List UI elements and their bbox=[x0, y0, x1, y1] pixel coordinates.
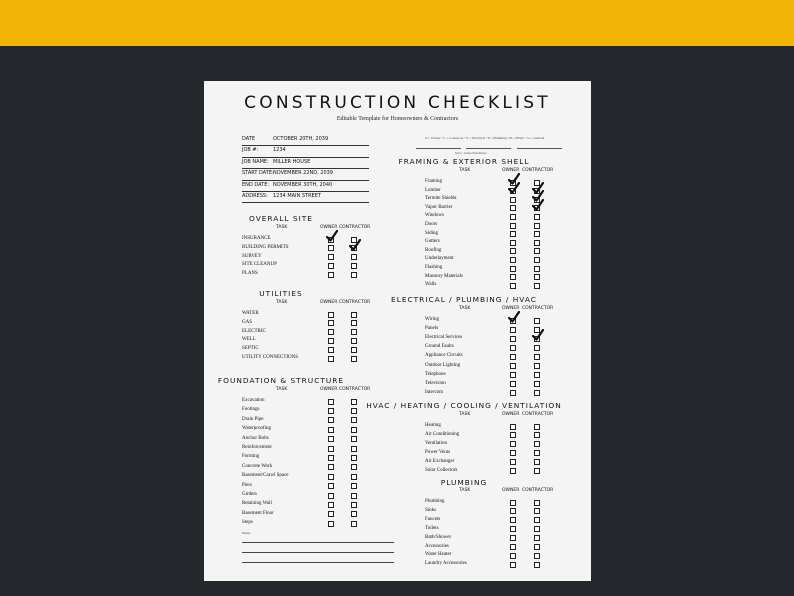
checkmark-icon bbox=[508, 182, 520, 194]
task-label: Masonry Materials bbox=[425, 273, 463, 279]
info-row bbox=[242, 169, 369, 180]
owner-checkbox[interactable] bbox=[510, 274, 516, 280]
column-header-task: TASK bbox=[459, 168, 471, 173]
owner-checkbox[interactable] bbox=[510, 500, 516, 506]
checklist-row bbox=[425, 431, 544, 440]
contractor-checkbox[interactable] bbox=[351, 427, 357, 433]
checkmark-icon bbox=[532, 199, 544, 211]
info-row bbox=[242, 146, 369, 157]
owner-checkbox[interactable] bbox=[510, 450, 516, 456]
task-label: Lumber bbox=[425, 187, 441, 193]
column-header-contractor: CONTRACTOR bbox=[339, 300, 371, 305]
owner-checkbox[interactable] bbox=[510, 336, 516, 342]
checklist-row bbox=[242, 319, 361, 328]
column-header-contractor: CONTRACTOR bbox=[522, 412, 554, 417]
contractor-checkbox[interactable] bbox=[534, 535, 540, 541]
contractor-checkbox[interactable] bbox=[351, 254, 357, 260]
task-label: Gutters bbox=[425, 239, 440, 245]
checklist-row bbox=[242, 500, 361, 509]
owner-checkbox[interactable] bbox=[328, 347, 334, 353]
task-label: WATER bbox=[242, 311, 259, 316]
contractor-checkbox[interactable] bbox=[534, 283, 540, 289]
contractor-checkbox[interactable] bbox=[534, 381, 540, 387]
checklist-row bbox=[425, 543, 544, 552]
checklist-row bbox=[425, 560, 544, 569]
contractor-checkbox[interactable] bbox=[351, 464, 357, 470]
task-label: INSURANCE bbox=[242, 236, 271, 241]
task-label: Termite Shields bbox=[425, 196, 457, 202]
owner-checkbox[interactable] bbox=[328, 356, 334, 362]
column-header-contractor: CONTRACTOR bbox=[522, 306, 554, 311]
note-line[interactable] bbox=[242, 552, 394, 553]
checklist-row bbox=[242, 328, 361, 337]
checklist-row bbox=[425, 352, 544, 361]
owner-checkbox[interactable] bbox=[510, 372, 516, 378]
checklist-row bbox=[425, 389, 544, 398]
owner-checkbox[interactable] bbox=[510, 197, 516, 203]
checklist-row bbox=[242, 336, 361, 345]
checklist-row bbox=[242, 482, 361, 491]
checklist-row bbox=[242, 519, 361, 528]
owner-checkbox[interactable] bbox=[328, 254, 334, 260]
owner-checkbox[interactable] bbox=[510, 283, 516, 289]
contractor-checkbox[interactable] bbox=[351, 474, 357, 480]
owner-checkbox[interactable] bbox=[510, 205, 516, 211]
contractor-checkbox[interactable] bbox=[534, 354, 540, 360]
task-label: Anchor Bolts bbox=[242, 435, 269, 441]
contractor-checkbox[interactable] bbox=[534, 526, 540, 532]
checklist-row bbox=[425, 449, 544, 458]
info-label: JOB NAME: bbox=[242, 158, 269, 165]
owner-checkbox[interactable] bbox=[328, 436, 334, 442]
checklist-row bbox=[242, 261, 361, 270]
contractor-checkbox[interactable] bbox=[351, 320, 357, 326]
checklist-row bbox=[242, 310, 361, 319]
task-label: Steps bbox=[242, 520, 253, 526]
checklist-row bbox=[242, 235, 361, 244]
checklist-row bbox=[242, 463, 361, 472]
column-header-task: TASK bbox=[459, 488, 471, 493]
owner-checkbox[interactable] bbox=[510, 240, 516, 246]
task-label: Footings bbox=[242, 407, 260, 413]
legend-note: Notes / General Information bbox=[455, 152, 487, 155]
contractor-checkbox[interactable] bbox=[351, 446, 357, 452]
owner-checkbox[interactable] bbox=[328, 502, 334, 508]
contractor-checkbox[interactable] bbox=[534, 544, 540, 550]
task-label: Telephone bbox=[425, 371, 446, 377]
column-header-owner: OWNER bbox=[502, 488, 520, 493]
task-label: Drain Pipe bbox=[242, 416, 264, 422]
owner-checkbox[interactable] bbox=[510, 354, 516, 360]
owner-checkbox[interactable] bbox=[510, 327, 516, 333]
owner-checkbox[interactable] bbox=[510, 517, 516, 523]
checklist-row bbox=[425, 507, 544, 516]
owner-checkbox[interactable] bbox=[510, 562, 516, 568]
section-title: UTILITIES bbox=[259, 289, 303, 298]
checklist-row bbox=[425, 281, 544, 290]
checklist-row bbox=[425, 534, 544, 543]
owner-checkbox[interactable] bbox=[328, 493, 334, 499]
contractor-checkbox[interactable] bbox=[534, 214, 540, 220]
task-label: Solar Collectors bbox=[425, 467, 458, 473]
owner-checkbox[interactable] bbox=[328, 399, 334, 405]
page-subtitle: Editable Template for Homeowners & Contractors bbox=[336, 116, 459, 122]
task-label: Forming bbox=[242, 454, 260, 460]
task-label: Sinks bbox=[425, 507, 437, 513]
checklist-row bbox=[425, 362, 544, 371]
contractor-checkbox[interactable] bbox=[534, 441, 540, 447]
owner-checkbox[interactable] bbox=[510, 266, 516, 272]
info-value[interactable]: MILLER HOUSE bbox=[273, 158, 311, 165]
column-header-task: TASK bbox=[276, 387, 288, 392]
checklist-row bbox=[242, 406, 361, 415]
info-label: START DATE: bbox=[242, 170, 274, 177]
contractor-checkbox[interactable] bbox=[351, 272, 357, 278]
owner-checkbox[interactable] bbox=[510, 345, 516, 351]
owner-checkbox[interactable] bbox=[510, 544, 516, 550]
checklist-row bbox=[425, 467, 544, 476]
column-header-owner: OWNER bbox=[502, 168, 520, 173]
checklist-row bbox=[425, 371, 544, 380]
contractor-checkbox[interactable] bbox=[534, 424, 540, 430]
contractor-checkbox[interactable] bbox=[534, 248, 540, 254]
info-label: ADDRESS: bbox=[242, 192, 268, 199]
note-line[interactable] bbox=[242, 542, 394, 543]
owner-checkbox[interactable] bbox=[328, 408, 334, 414]
checklist-row bbox=[242, 491, 361, 500]
checkmark-icon bbox=[532, 329, 544, 341]
task-label: Ground Faults bbox=[425, 344, 454, 350]
owner-checkbox[interactable] bbox=[328, 455, 334, 461]
task-label: UTILITY CONNECTIONS bbox=[242, 355, 299, 360]
task-label: Basement/Crawl Space bbox=[242, 473, 289, 479]
task-label: ELECTRIC bbox=[242, 328, 266, 334]
task-label: WELL bbox=[242, 337, 256, 343]
checklist-row bbox=[425, 525, 544, 534]
contractor-checkbox[interactable] bbox=[534, 257, 540, 263]
checkmark-icon bbox=[349, 239, 361, 251]
contractor-checkbox[interactable] bbox=[351, 502, 357, 508]
owner-checkbox[interactable] bbox=[328, 320, 334, 326]
owner-checkbox[interactable] bbox=[328, 272, 334, 278]
column-header-owner: OWNER bbox=[320, 300, 338, 305]
contractor-checkbox[interactable] bbox=[534, 459, 540, 465]
contractor-checkbox[interactable] bbox=[534, 553, 540, 559]
task-label: SEPTIC bbox=[242, 346, 259, 352]
owner-checkbox[interactable] bbox=[510, 214, 516, 220]
info-label: DATE bbox=[242, 136, 256, 142]
contractor-checkbox[interactable] bbox=[534, 390, 540, 396]
contractor-checkbox[interactable] bbox=[534, 363, 540, 369]
info-row bbox=[242, 158, 369, 169]
column-header-owner: OWNER bbox=[502, 306, 520, 311]
owner-checkbox[interactable] bbox=[328, 511, 334, 517]
checklist-row bbox=[242, 453, 361, 462]
checkmark-icon bbox=[326, 230, 338, 242]
contractor-checkbox[interactable] bbox=[534, 266, 540, 272]
task-label: Walls bbox=[425, 282, 437, 288]
section-title: HVAC / HEATING / COOLING / VENTILATION bbox=[366, 401, 562, 410]
task-label: Waterproofing bbox=[242, 426, 272, 432]
column-header-owner: OWNER bbox=[320, 225, 338, 230]
task-label: Outdoor Lighting bbox=[425, 362, 461, 368]
contractor-checkbox[interactable] bbox=[534, 450, 540, 456]
task-label: Wiring bbox=[425, 317, 439, 322]
owner-checkbox[interactable] bbox=[510, 363, 516, 369]
owner-checkbox[interactable] bbox=[328, 417, 334, 423]
task-label: Plumbing bbox=[425, 499, 445, 504]
column-header-task: TASK bbox=[459, 306, 471, 311]
task-label: Bath/Shower bbox=[425, 534, 452, 540]
task-label: Siding bbox=[425, 230, 439, 236]
checklist-row bbox=[242, 345, 361, 354]
info-value[interactable]: 1234 bbox=[273, 147, 286, 154]
owner-checkbox[interactable] bbox=[510, 257, 516, 263]
checklist-row bbox=[425, 498, 544, 507]
task-label: Toilets bbox=[425, 525, 439, 531]
owner-checkbox[interactable] bbox=[328, 245, 334, 251]
owner-checkbox[interactable] bbox=[328, 464, 334, 470]
task-label: SURVEY bbox=[242, 253, 262, 259]
owner-checkbox[interactable] bbox=[510, 248, 516, 254]
contractor-checkbox[interactable] bbox=[534, 318, 540, 324]
info-label: JOB #: bbox=[242, 147, 259, 154]
checklist-row bbox=[242, 270, 361, 279]
task-label: Heating bbox=[425, 423, 441, 428]
column-header-contractor: CONTRACTOR bbox=[522, 488, 554, 493]
contractor-checkbox[interactable] bbox=[534, 508, 540, 514]
checklist-row bbox=[425, 551, 544, 560]
task-label: Air Exchanger bbox=[425, 458, 455, 464]
task-label: Appliance Circuits bbox=[425, 353, 463, 359]
contractor-checkbox[interactable] bbox=[534, 562, 540, 568]
task-label: Concrete Work bbox=[242, 463, 273, 469]
task-label: Air Conditioning bbox=[425, 431, 460, 437]
top-banner bbox=[0, 0, 794, 46]
task-label: Girders bbox=[242, 492, 257, 497]
task-label: Windows bbox=[425, 213, 444, 219]
task-label: Accessories bbox=[425, 543, 449, 549]
task-label: Excavation bbox=[242, 398, 265, 403]
owner-checkbox[interactable] bbox=[510, 459, 516, 465]
contractor-checkbox[interactable] bbox=[351, 417, 357, 423]
contractor-checkbox[interactable] bbox=[351, 329, 357, 335]
checklist-row bbox=[425, 516, 544, 525]
owner-checkbox[interactable] bbox=[510, 381, 516, 387]
task-label: Framing bbox=[425, 179, 442, 184]
column-header-task: TASK bbox=[276, 300, 288, 305]
task-label: Flashing bbox=[425, 265, 443, 270]
contractor-checkbox[interactable] bbox=[534, 432, 540, 438]
info-label: END DATE: bbox=[242, 181, 270, 188]
owner-checkbox[interactable] bbox=[328, 312, 334, 318]
column-header-owner: OWNER bbox=[320, 387, 338, 392]
task-label: Underlayment bbox=[425, 256, 454, 262]
task-label: Laundry Accessories bbox=[425, 561, 467, 567]
checklist-row bbox=[242, 244, 361, 253]
contractor-checkbox[interactable] bbox=[534, 231, 540, 237]
column-header-task: TASK bbox=[276, 225, 288, 230]
checklist-row bbox=[242, 354, 361, 363]
owner-checkbox[interactable] bbox=[510, 508, 516, 514]
column-header-contractor: CONTRACTOR bbox=[522, 168, 554, 173]
owner-checkbox[interactable] bbox=[510, 553, 516, 559]
checklist-row bbox=[425, 380, 544, 389]
checklist-row bbox=[242, 253, 361, 262]
owner-checkbox[interactable] bbox=[510, 468, 516, 474]
task-label: Vapor Barrier bbox=[425, 204, 453, 210]
contractor-checkbox[interactable] bbox=[534, 500, 540, 506]
contractor-checkbox[interactable] bbox=[534, 240, 540, 246]
owner-checkbox[interactable] bbox=[328, 329, 334, 335]
owner-checkbox[interactable] bbox=[328, 521, 334, 527]
task-label: Intercom bbox=[425, 389, 444, 395]
checklist-row bbox=[425, 458, 544, 467]
task-label: BUILDING PERMITS bbox=[242, 244, 289, 250]
checklist-row bbox=[242, 472, 361, 481]
job-info-block bbox=[242, 135, 369, 203]
owner-checkbox[interactable] bbox=[328, 338, 334, 344]
owner-checkbox[interactable] bbox=[510, 390, 516, 396]
column-header-contractor: CONTRACTOR bbox=[339, 225, 371, 230]
owner-checkbox[interactable] bbox=[510, 526, 516, 532]
contractor-checkbox[interactable] bbox=[351, 399, 357, 405]
info-row bbox=[242, 192, 369, 203]
info-value[interactable]: NOVEMBER 30TH, 2040 bbox=[273, 181, 333, 188]
contractor-checkbox[interactable] bbox=[351, 347, 357, 353]
checklist-row bbox=[242, 444, 361, 453]
task-label: Ventilation bbox=[425, 440, 447, 446]
contractor-checkbox[interactable] bbox=[351, 511, 357, 517]
owner-checkbox[interactable] bbox=[328, 446, 334, 452]
checklist-row bbox=[425, 422, 544, 431]
info-value[interactable]: 1234 MAIN STREET bbox=[273, 192, 321, 199]
checklist-row bbox=[242, 425, 361, 434]
checklist-page bbox=[204, 81, 591, 581]
owner-checkbox[interactable] bbox=[510, 231, 516, 237]
task-label: Roofing bbox=[425, 247, 442, 253]
section-title: PLUMBING bbox=[440, 478, 488, 487]
contractor-checkbox[interactable] bbox=[351, 338, 357, 344]
contractor-checkbox[interactable] bbox=[534, 223, 540, 229]
contractor-checkbox[interactable] bbox=[534, 517, 540, 523]
info-row bbox=[242, 181, 369, 192]
contractor-checkbox[interactable] bbox=[351, 263, 357, 269]
task-label: Reinforcement bbox=[242, 445, 272, 450]
section-title: OVERALL SITE bbox=[249, 214, 313, 223]
contractor-checkbox[interactable] bbox=[351, 436, 357, 442]
checkmark-icon bbox=[508, 311, 520, 323]
task-label: GAS bbox=[242, 319, 253, 325]
contractor-checkbox[interactable] bbox=[534, 345, 540, 351]
owner-checkbox[interactable] bbox=[510, 432, 516, 438]
checklist-row bbox=[425, 316, 544, 325]
checklist-row bbox=[242, 510, 361, 519]
checklist-row bbox=[242, 416, 361, 425]
notes-label: Notes bbox=[242, 531, 251, 535]
task-label: Faucets bbox=[425, 516, 441, 522]
contractor-checkbox[interactable] bbox=[351, 455, 357, 461]
contractor-checkbox[interactable] bbox=[351, 356, 357, 362]
task-label: Television bbox=[425, 380, 446, 386]
task-label: Doors bbox=[425, 222, 438, 227]
task-label: Basement Floor bbox=[242, 510, 274, 516]
section-title: FOUNDATION & STRUCTURE bbox=[217, 376, 345, 385]
info-value[interactable]: NOVEMBER 22ND, 2039 bbox=[273, 170, 333, 177]
task-label: Piers bbox=[242, 482, 252, 488]
checklist-row bbox=[425, 334, 544, 343]
task-label: Power Vents bbox=[425, 449, 451, 455]
contractor-checkbox[interactable] bbox=[351, 408, 357, 414]
owner-checkbox[interactable] bbox=[510, 441, 516, 447]
task-label: Water Heater bbox=[425, 552, 452, 558]
owner-checkbox[interactable] bbox=[328, 263, 334, 269]
contractor-checkbox[interactable] bbox=[351, 521, 357, 527]
column-header-owner: OWNER bbox=[502, 412, 520, 417]
owner-checkbox[interactable] bbox=[328, 483, 334, 489]
contractor-checkbox[interactable] bbox=[351, 312, 357, 318]
task-label: Retaining Wall bbox=[242, 501, 272, 507]
checklist-row bbox=[242, 435, 361, 444]
task-label: Panels bbox=[425, 326, 439, 332]
task-label: SITE CLEANUP bbox=[242, 262, 277, 268]
legend-text: O = Owner • C = Contractor • E = Electrical • P = Plumbing • H = HVAC • G = General bbox=[425, 136, 545, 140]
checklist-row bbox=[425, 343, 544, 352]
owner-checkbox[interactable] bbox=[510, 223, 516, 229]
contractor-checkbox[interactable] bbox=[351, 483, 357, 489]
info-row bbox=[242, 135, 369, 146]
page-title: CONSTRUCTION CHECKLIST bbox=[244, 93, 551, 113]
owner-checkbox[interactable] bbox=[510, 535, 516, 541]
owner-checkbox[interactable] bbox=[510, 424, 516, 430]
contractor-checkbox[interactable] bbox=[351, 493, 357, 499]
column-header-contractor: CONTRACTOR bbox=[339, 387, 371, 392]
section-title: FRAMING & EXTERIOR SHELL bbox=[398, 157, 530, 166]
contractor-checkbox[interactable] bbox=[534, 468, 540, 474]
column-header-task: TASK bbox=[459, 412, 471, 417]
info-value[interactable]: OCTOBER 20TH, 2039 bbox=[273, 136, 329, 142]
checklist-row bbox=[425, 325, 544, 334]
contractor-checkbox[interactable] bbox=[534, 274, 540, 280]
owner-checkbox[interactable] bbox=[328, 474, 334, 480]
section-title: ELECTRICAL / PLUMBING / HVAC bbox=[391, 295, 537, 304]
note-line[interactable] bbox=[242, 562, 394, 563]
checklist-row bbox=[425, 440, 544, 449]
checklist-row bbox=[242, 397, 361, 406]
task-label: Electrical Services bbox=[425, 335, 463, 341]
task-label: PLANS bbox=[242, 271, 258, 277]
contractor-checkbox[interactable] bbox=[534, 372, 540, 378]
owner-checkbox[interactable] bbox=[328, 427, 334, 433]
